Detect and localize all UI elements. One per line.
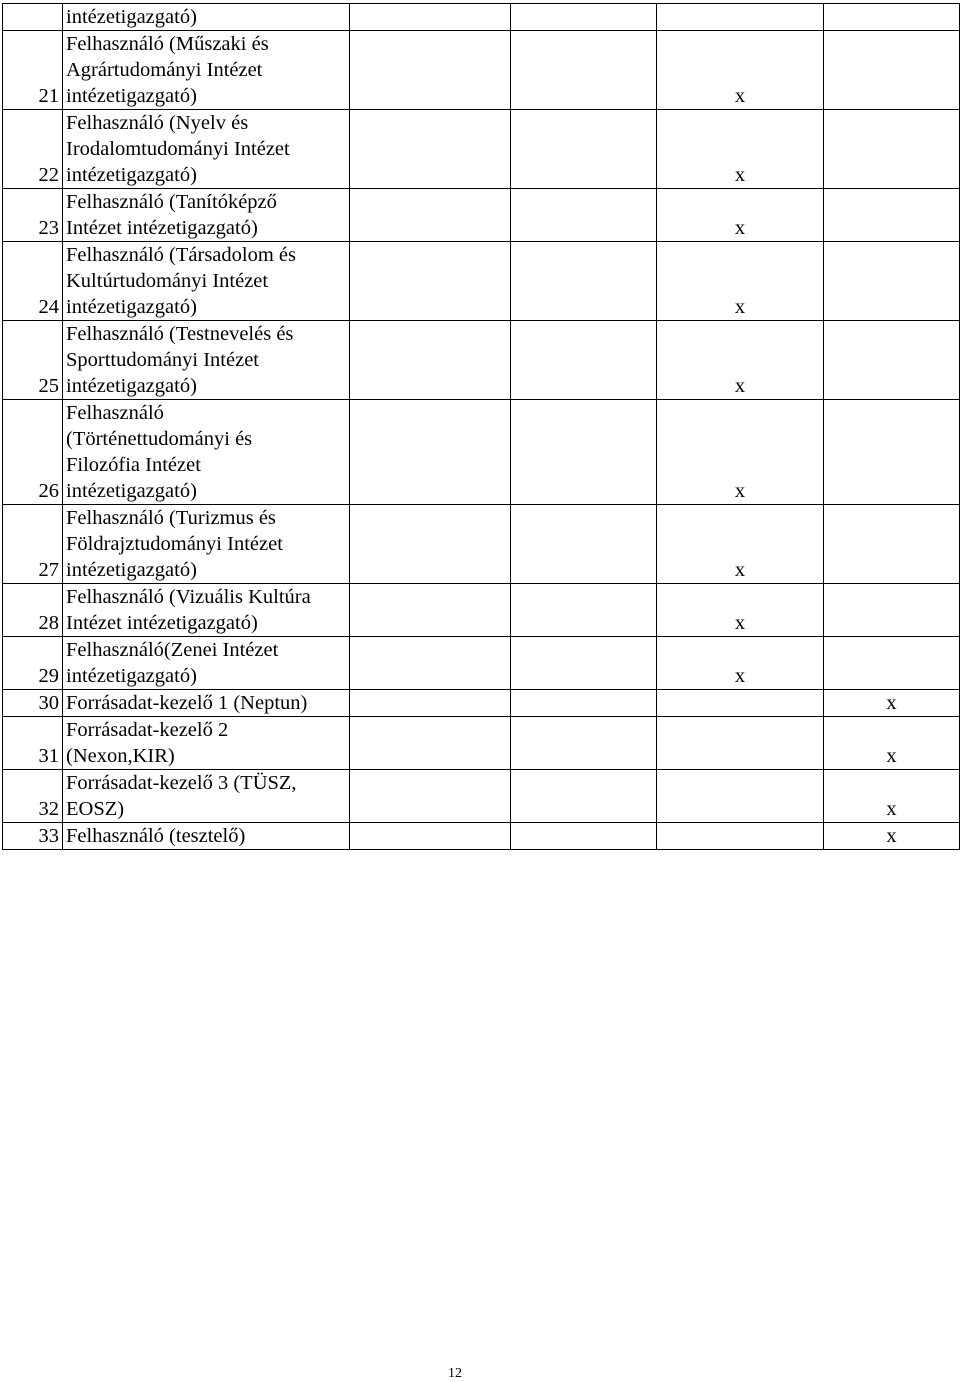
row-number: 30 [3, 690, 63, 717]
role-name: Felhasználó (Turizmus és Földrajztudományi Intézet intézetigazgató) [63, 505, 350, 584]
permission-mark [657, 823, 824, 850]
permission-mark [350, 400, 511, 505]
permission-mark: x [657, 321, 824, 400]
permission-mark: x [657, 31, 824, 110]
permission-mark [350, 31, 511, 110]
table-row [3, 400, 960, 505]
page-number: 12 [448, 1366, 462, 1381]
permission-mark [824, 505, 960, 584]
table-row [3, 823, 960, 850]
permissions-table [2, 3, 960, 850]
permission-mark [350, 690, 511, 717]
role-name: Forrásadat-kezelő 2 (Nexon,KIR) [63, 717, 350, 770]
row-number: 32 [3, 770, 63, 823]
permission-mark [511, 637, 657, 690]
permission-mark [350, 110, 511, 189]
permission-mark [657, 717, 824, 770]
role-name: Forrásadat-kezelő 1 (Neptun) [63, 690, 350, 717]
role-name: Felhasználó(Zenei Intézet intézetigazgató) [63, 637, 350, 690]
table-row [3, 31, 960, 110]
permission-mark [511, 189, 657, 242]
permission-mark [511, 242, 657, 321]
row-number: 21 [3, 31, 63, 110]
permission-mark [657, 690, 824, 717]
permission-mark [824, 584, 960, 637]
permission-mark [350, 321, 511, 400]
permission-mark [824, 189, 960, 242]
permission-mark [511, 31, 657, 110]
table-row [3, 189, 960, 242]
permission-mark [350, 242, 511, 321]
permission-mark [511, 4, 657, 31]
permission-mark [824, 321, 960, 400]
table-row [3, 717, 960, 770]
role-name: Felhasználó (Műszaki és Agrártudományi Intézet intézetigazgató) [63, 31, 350, 110]
role-name: Felhasználó (Történettudományi és Filozófia Intézet intézetigazgató) [63, 400, 350, 505]
permission-mark [511, 584, 657, 637]
permission-mark [824, 110, 960, 189]
permission-mark [511, 321, 657, 400]
row-number: 29 [3, 637, 63, 690]
permission-mark [350, 823, 511, 850]
permission-mark: x [824, 823, 960, 850]
permission-mark [350, 189, 511, 242]
permission-mark [511, 690, 657, 717]
row-number: 27 [3, 505, 63, 584]
permission-mark [511, 717, 657, 770]
permission-mark [824, 637, 960, 690]
table-row [3, 770, 960, 823]
permission-mark [511, 505, 657, 584]
table-row [3, 4, 960, 31]
row-number: 22 [3, 110, 63, 189]
permission-mark [657, 4, 824, 31]
table-row [3, 637, 960, 690]
table-row [3, 242, 960, 321]
role-name: Felhasználó (Nyelv és Irodalomtudományi Intézet intézetigazgató) [63, 110, 350, 189]
role-name: Felhasználó (Társadolom és Kultúrtudományi Intézet intézetigazgató) [63, 242, 350, 321]
role-name: Forrásadat-kezelő 3 (TÜSZ, EOSZ) [63, 770, 350, 823]
row-number: 31 [3, 717, 63, 770]
permission-mark: x [657, 584, 824, 637]
permission-mark [511, 110, 657, 189]
row-number: 26 [3, 400, 63, 505]
table-row [3, 505, 960, 584]
permission-mark [657, 770, 824, 823]
permission-mark [824, 400, 960, 505]
permission-mark: x [657, 189, 824, 242]
permission-mark: x [657, 110, 824, 189]
role-name: Felhasználó (Tanítóképző Intézet intézetigazgató) [63, 189, 350, 242]
permission-mark [824, 31, 960, 110]
table-row [3, 584, 960, 637]
permission-mark: x [657, 637, 824, 690]
permission-mark [350, 4, 511, 31]
row-number [3, 4, 63, 31]
role-name: Felhasználó (Testnevelés és Sporttudományi Intézet intézetigazgató) [63, 321, 350, 400]
permission-mark: x [824, 770, 960, 823]
row-number: 33 [3, 823, 63, 850]
row-number: 25 [3, 321, 63, 400]
role-name: Felhasználó (tesztelő) [63, 823, 350, 850]
permission-mark [350, 584, 511, 637]
row-number: 28 [3, 584, 63, 637]
permission-mark [824, 4, 960, 31]
row-number: 23 [3, 189, 63, 242]
permission-mark [511, 770, 657, 823]
table-row [3, 110, 960, 189]
table-row [3, 690, 960, 717]
permission-mark [350, 717, 511, 770]
permission-mark: x [657, 400, 824, 505]
permission-mark: x [657, 505, 824, 584]
table-row [3, 321, 960, 400]
permissions-table-body [3, 4, 960, 850]
permission-mark: x [824, 717, 960, 770]
permission-mark [511, 400, 657, 505]
permission-mark [350, 505, 511, 584]
row-number: 24 [3, 242, 63, 321]
permission-mark [824, 242, 960, 321]
permission-mark: x [657, 242, 824, 321]
role-name: Felhasználó (Vizuális Kultúra Intézet intézetigazgató) [63, 584, 350, 637]
permission-mark [350, 770, 511, 823]
permission-mark: x [824, 690, 960, 717]
permission-mark [511, 823, 657, 850]
permission-mark [350, 637, 511, 690]
role-name: intézetigazgató) [63, 4, 350, 31]
